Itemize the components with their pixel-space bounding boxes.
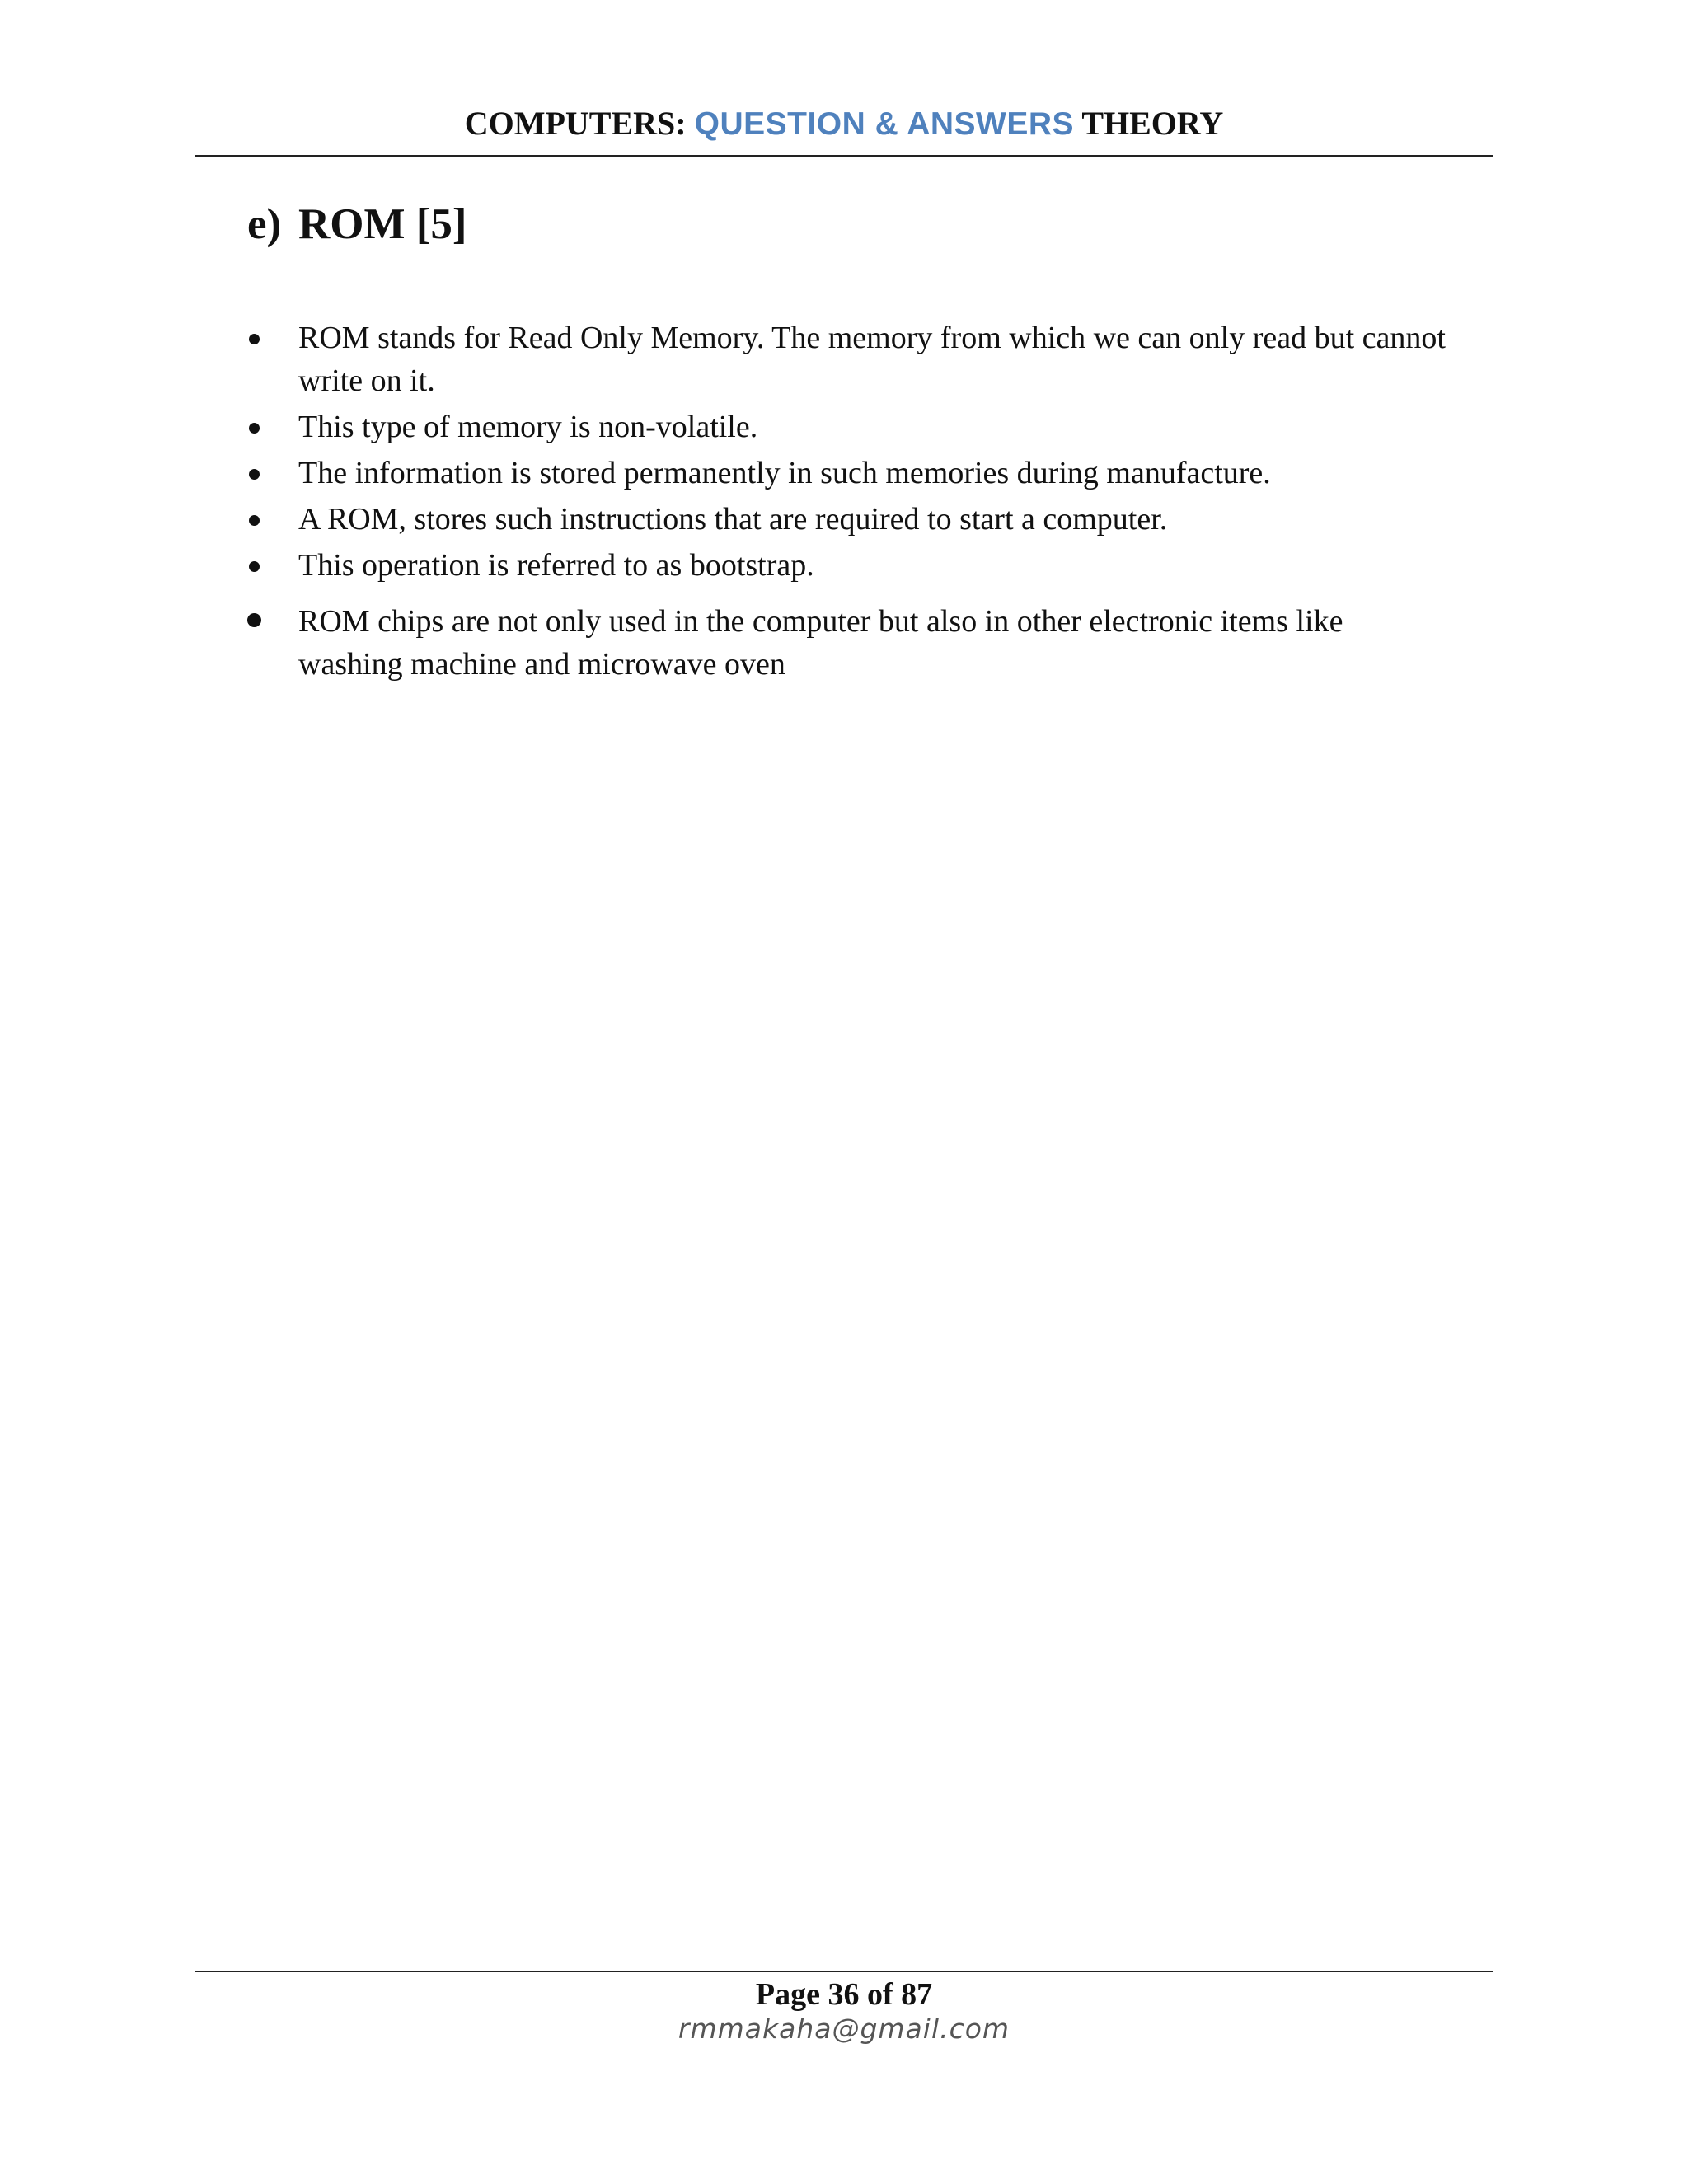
list-item-text: A ROM, stores such instructions that are required to start a computer. <box>298 502 1168 537</box>
list-item-text: This type of memory is non-volatile. <box>298 410 758 444</box>
bullet-icon <box>249 515 260 526</box>
list-item <box>247 600 1451 686</box>
list-item-text: This operation is referred to as bootstrap. <box>298 548 814 583</box>
header-suffix: THEORY <box>1081 105 1224 142</box>
page-number: Page 36 of 87 <box>755 1977 933 2012</box>
bullet-list <box>247 316 1451 689</box>
section-heading <box>247 198 467 251</box>
list-item-text: ROM stands for Read Only Memory. The memory from which we can only read but cannot write on it. <box>298 321 1446 398</box>
bullet-icon <box>247 613 261 627</box>
list-item <box>247 544 1451 587</box>
list-item <box>247 316 1451 402</box>
section-marker: e) <box>247 200 282 248</box>
header-prefix: COMPUTERS <box>464 105 676 142</box>
bullet-icon <box>249 561 260 572</box>
section-title: ROM [5] <box>298 200 467 248</box>
list-item-text: The information is stored permanently in such memories during manufacture. <box>298 456 1271 490</box>
bullet-icon <box>249 469 260 480</box>
footer-email: rmmakaha@gmail.com <box>678 2013 1010 2045</box>
list-item <box>247 452 1451 494</box>
header-separator: : <box>675 105 687 142</box>
list-item-text: ROM chips are not only used in the computer but also in other electronic items like washing machine and microwave oven <box>298 604 1343 682</box>
header-accent: QUESTION & ANSWERS <box>694 106 1075 142</box>
footer-divider <box>195 1971 1493 1972</box>
bullet-icon <box>249 334 260 344</box>
bullet-icon <box>249 423 260 434</box>
list-item <box>247 498 1451 541</box>
header-divider <box>195 155 1493 157</box>
page-header <box>195 102 1493 146</box>
list-item <box>247 405 1451 448</box>
